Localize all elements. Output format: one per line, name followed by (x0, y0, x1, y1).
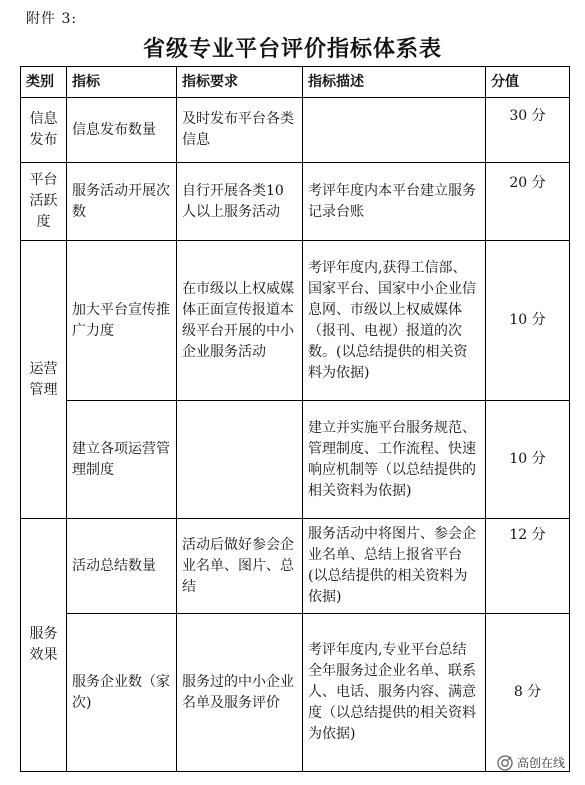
header-score: 分值 (486, 67, 570, 98)
indicator-cell: 信息发布数量 (67, 98, 177, 163)
header-requirement: 指标要求 (177, 67, 303, 98)
page-title: 省级专业平台评价指标体系表 (142, 37, 442, 62)
score-cell: 30 分 (486, 98, 570, 163)
table-row (21, 614, 570, 772)
description-cell: 建立并实施平台服务规范、管理制度、工作流程、快速响应机制等（以总结提供的相关资料为依据) (303, 401, 486, 519)
header-indicator: 指标 (67, 67, 177, 98)
table-header-row (21, 67, 570, 98)
watermark (497, 754, 565, 771)
table-row (21, 519, 570, 614)
description-cell (303, 98, 486, 163)
category-cell: 运营管理 (21, 241, 67, 519)
requirement-cell: 活动后做好参会企业名单、图片、总结 (177, 519, 303, 614)
requirement-cell (177, 401, 303, 519)
requirement-cell: 自行开展各类10 人以上服务活动 (177, 163, 303, 241)
description-cell: 考评年度内,专业平台总结全年服务过企业名单、联系人、电话、服务内容、满意度（以总结提供的相关资料为依据) (303, 614, 486, 772)
indicator-cell: 加大平台宣传推广力度 (67, 241, 177, 401)
description-cell: 考评年度内,获得工信部、国家平台、国家中小企业信息网、市级以上权威媒体（报刊、电视）报道的次数。(以总结提供的相关资料为依据) (303, 241, 486, 401)
description-cell: 考评年度内本平台建立服务记录台账 (303, 163, 486, 241)
score-cell: 10 分 (486, 241, 570, 401)
category-cell: 服务效果 (21, 519, 67, 772)
header-description: 指标描述 (303, 67, 486, 98)
evaluation-table (20, 66, 570, 772)
table-row (21, 98, 570, 163)
wechat-official-account-icon (497, 755, 513, 771)
table-row (21, 241, 570, 401)
indicator-cell: 活动总结数量 (67, 519, 177, 614)
category-cell: 平台活跃度 (21, 163, 67, 241)
description-cell: 服务活动中将图片、参会企业名单、总结上报省平台(以总结提供的相关资料为依据) (303, 519, 486, 614)
indicator-cell: 服务企业数（家次) (67, 614, 177, 772)
score-cell: 10 分 (486, 401, 570, 519)
score-cell: 12 分 (486, 519, 570, 614)
indicator-cell: 建立各项运营管理制度 (67, 401, 177, 519)
table-row (21, 401, 570, 519)
category-cell: 信息发布 (21, 98, 67, 163)
score-cell: 8 分 (486, 614, 570, 772)
requirement-cell: 服务过的中小企业名单及服务评价 (177, 614, 303, 772)
indicator-cell: 服务活动开展次数 (67, 163, 177, 241)
requirement-cell: 及时发布平台各类信息 (177, 98, 303, 163)
score-cell: 20 分 (486, 163, 570, 241)
requirement-cell: 在市级以上权威媒体正面宣传报道本级平台开展的中小企业服务活动 (177, 241, 303, 401)
attachment-label: 附件 3: (26, 11, 78, 27)
table-row (21, 163, 570, 241)
header-category: 类别 (21, 67, 67, 98)
watermark-text: 高创在线 (516, 756, 565, 770)
